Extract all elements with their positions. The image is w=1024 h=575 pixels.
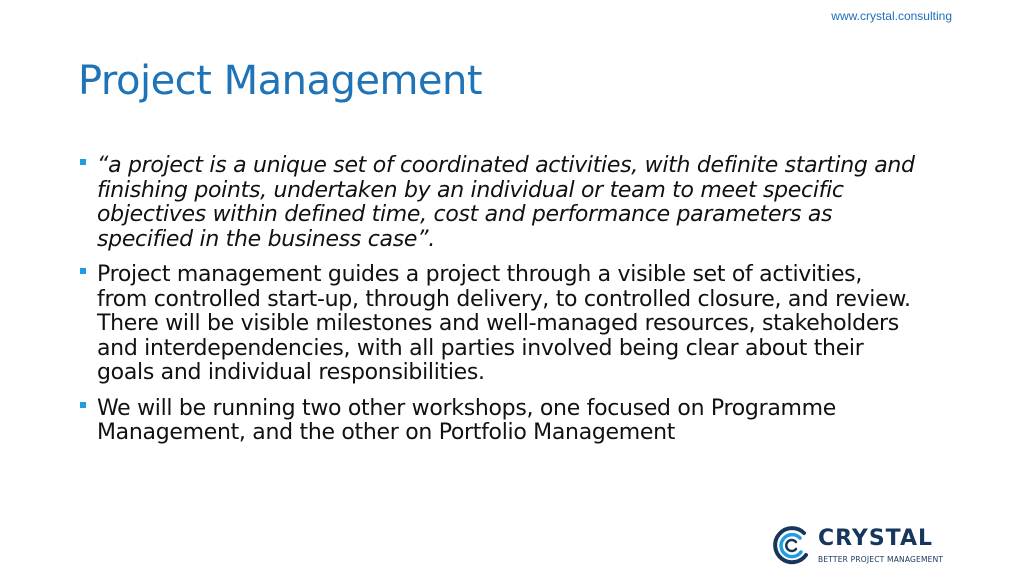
bullet-text: Project management guides a project through a visible set of activities, from controlled start-up, through delivery, to controlled closure, and review. There will be visible milestones and well-managed resources, stakeholders and interdependencies, with all parties involved being clear about their goals and individual responsibilities.: [97, 262, 911, 385]
logo-tagline: BETTER PROJECT MANAGEMENT: [818, 555, 944, 564]
square-bullet-icon: [80, 159, 86, 165]
swirl-icon: [770, 523, 814, 569]
bullet-text: “a project is a unique set of coordinated activities, with definite starting and finishing points, undertaken by an individual or team to meet specific objectives within defined time, cost and performance parameters as specified in the business case”.: [97, 153, 915, 252]
bullet-text: We will be running two other workshops, one focused on Programme Management, and the other on Portfolio Management: [97, 395, 837, 445]
square-bullet-icon: [80, 402, 86, 408]
website-url: www.crystal.consulting: [831, 9, 952, 23]
crystal-logo: [770, 523, 960, 569]
square-bullet-icon: [80, 268, 86, 274]
bullet-item-definition: [78, 154, 918, 252]
bullet-item-workshops: [78, 397, 918, 446]
slide-title: Project Management: [78, 58, 483, 104]
bullet-list: [78, 154, 918, 457]
bullet-item-description: [78, 263, 918, 386]
logo-wordmark: CRYSTAL: [818, 526, 934, 551]
